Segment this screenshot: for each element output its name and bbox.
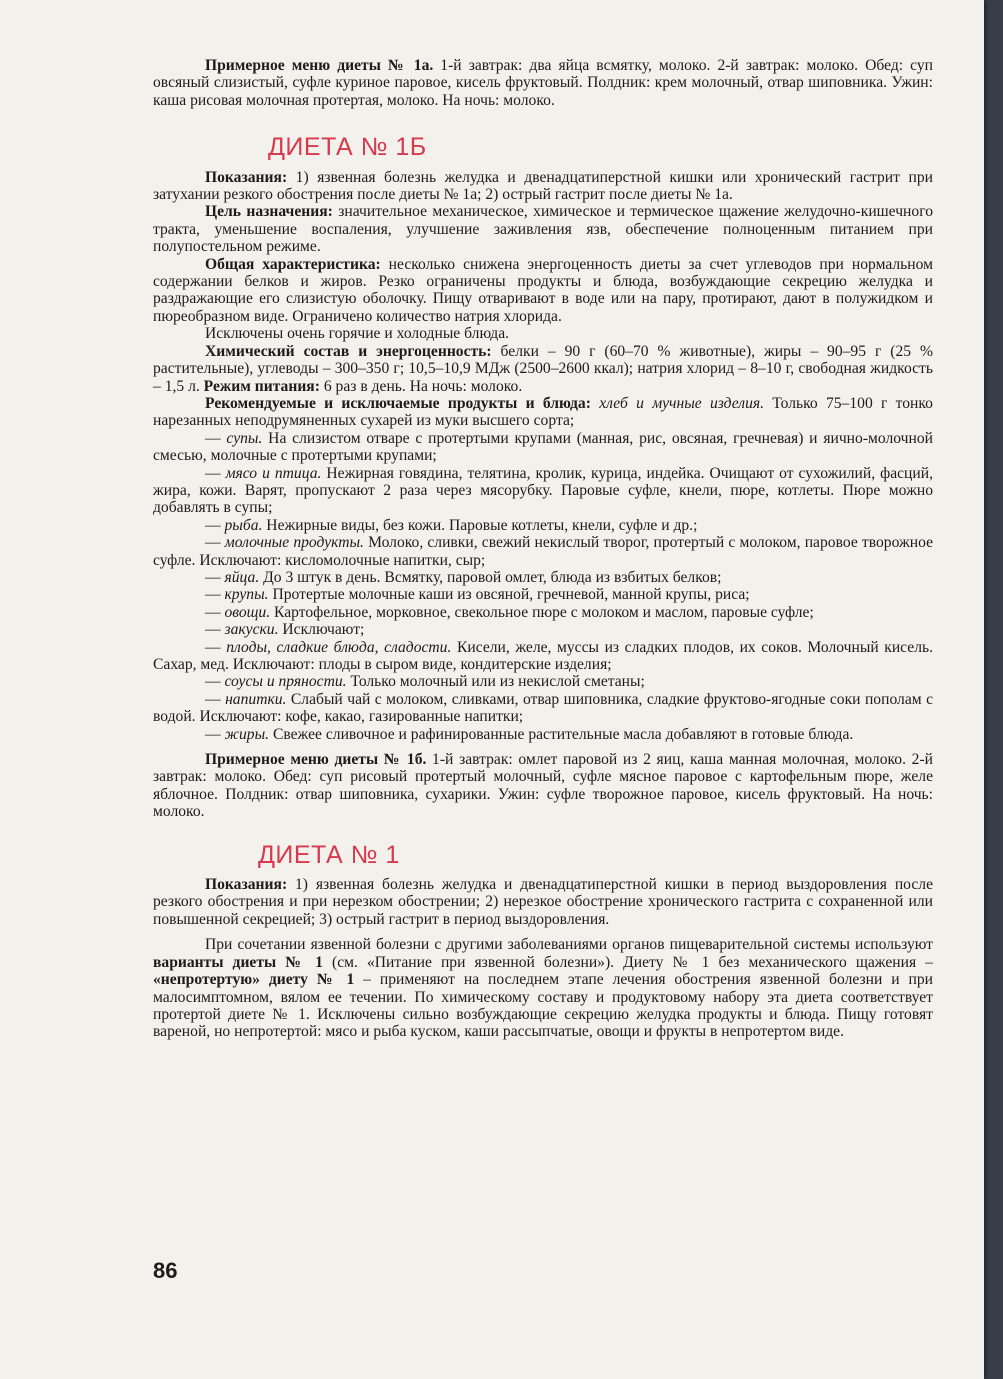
food-item-label: овощи. (224, 603, 271, 621)
food-item-text: Нежирная говядина, телятина, кролик, курица, индейка. Очищают от сухожилий, фасций, жира, кожи. Варят, пропускают 2 раза через мясорубку. Паровые суфле, кнели, пюре, котлеты. Пюре можно добавлять в супы; (153, 464, 933, 517)
food-item-label: молочные продукты. (224, 534, 364, 552)
food-item-text: Картофельное, морковное, свекольное пюре с молоком и маслом, паровые суфле; (270, 603, 814, 621)
regime-text: 6 раз в день. На ночь: молоко. (319, 377, 523, 395)
food-item-text: Свежее сливочное и рафинированные растительные масла добавляют в готовые блюда. (269, 725, 854, 743)
food-item: — напитки. Слабый чай с молоком, сливками, отвар шиповника, сладкие фруктово-ягодные соки пополам с водой. Исключают: кофе, какао, газированные напитки; (153, 690, 933, 726)
variants-text-b: (см. «Питание при язвенной болезни»). Диету № 1 без механического щажения – (322, 953, 933, 971)
bread-text: Только 75–100 г тонко нарезанных неподрумяненных сухарей из муки высшего сорта; (153, 394, 933, 430)
food-item: — рыба. Нежирные виды, без кожи. Паровые котлеты, кнели, суфле и др.; (205, 516, 698, 534)
foods-label: Рекомендуемые и исключаемые продукты и блюда: (205, 394, 591, 412)
purpose-label: Цель назначения: (205, 203, 333, 221)
food-item: — крупы. Протертые молочные каши из овсяной, гречневой, манной крупы, риса; (205, 586, 750, 604)
variants-bold-a: варианты диеты № 1 (153, 953, 323, 971)
food-item-text: Исключают; (278, 621, 365, 639)
food-item-label: супы. (226, 429, 263, 447)
food-item-label: мясо и птица. (225, 464, 322, 482)
diet-1b-foods (153, 395, 933, 430)
diet-1-variants (153, 936, 933, 1040)
diet-1b-purpose (153, 203, 933, 255)
indications-text: 1) язвенная болезнь желудка и двенадцатиперстной кишки в период выздоровления после резкого обострения и при нерезком обострении; 2) нерезкое обострение хронического гастрита с сохраненной или повышенной секрецией; 3) острый гастрит в период выздоровления. (153, 876, 933, 928)
food-item: — овощи. Картофельное, морковное, свекольное пюре с молоком и маслом, паровые суфле; (205, 603, 814, 621)
purpose-text: значительное механическое, химическое и термическое щажение желудочно-кишечного тракта, уменьшение воспаления, улучшение заживления язв, обеспечение полноценным питанием при полупостельном режиме. (153, 203, 933, 256)
variants-bold-b: «непротертую» диету № 1 (153, 971, 355, 989)
indications-text: 1) язвенная болезнь желудка и двенадцатиперстной кишки или хронический гастрит при затухании резкого обострения после диеты № 1а; 2) острый гастрит после диеты № 1а. (153, 168, 933, 204)
food-item-text: Протертые молочные каши из овсяной, гречневой, манной крупы, риса; (268, 586, 750, 604)
food-item: — жиры. Свежее сливочное и рафинированные растительные масла добавляют в готовые блюда. (205, 725, 854, 743)
regime-label: Режим питания: (203, 377, 320, 395)
diet-1b-general (153, 256, 933, 326)
menu-1a-label: Примерное меню диеты № 1а. (205, 57, 434, 74)
food-item: — яйца. До 3 штук в день. Всмятку, паровой омлет, блюда из взбитых белков; (205, 568, 722, 586)
food-item: — закуски. Исключают; (205, 621, 365, 639)
food-item-label: напитки. (225, 690, 287, 708)
food-item-label: жиры. (224, 725, 270, 743)
food-item-label: плоды, сладкие блюда, сладости. (226, 638, 452, 656)
diet-1-heading: ДИЕТА № 1 (258, 840, 400, 869)
food-item-text: На слизистом отваре с протертыми крупами (манная, рис, овсяная, гречневая) и яично-молочной смесью, молочные с протертыми крупами; (153, 429, 933, 465)
page-content (153, 57, 933, 1041)
general-label: Общая характеристика: (205, 255, 381, 273)
general-text: несколько снижена энергоценность диеты за счет углеводов при нормальном содержании белков и жиров. Резко ограничены продукты и блюда, возбуждающие секрецию желудка и раздражающие его слизистую оболочку. Пищу отваривают в воде или на пару, протирают, дают в полужидком и пюреобразном виде. Ограничено количество натрия хлорида. (153, 255, 933, 325)
food-item: — молочные продукты. Молоко, сливки, свежий некислый творог, протертый с молоком, паровое творожное суфле. Исключают: кисломолочные напитки, сыр; (153, 534, 934, 569)
variants-text-a: При сочетании язвенной болезни с другими заболеваниями органов пищеварительной системы используют (205, 936, 933, 954)
food-item-text: До 3 штук в день. Всмятку, паровой омлет, блюда из взбитых белков; (259, 568, 722, 586)
food-item: — мясо и птица. Нежирная говядина, телятина, кролик, курица, индейка. Очищают от сухожилий, фасций, жира, кожи. Варят, пропускают 2 раза через мясорубку. Паровые суфле, кнели, пюре, котлеты. Пюре можно добавлять в супы; (153, 464, 933, 517)
menu-1a-paragraph (153, 57, 933, 109)
diet-1b-indications (153, 169, 933, 204)
diet-1b-chem (153, 343, 933, 395)
food-item-label: закуски. (224, 621, 279, 639)
food-item-label: соусы и пряности. (224, 673, 347, 691)
chem-text: белки – 90 г (60–70 % животные), жиры – 90–95 г (25 % растительные), углеводы – 300–350 г; 10,5–10,9 МДж (2500–2600 ккал); натрия хлорид – 8–10 г, свободная жидкость – 1,5 л. (153, 342, 933, 395)
menu-1b-text: 1-й завтрак: омлет паровой из 2 яиц, каша манная молочная, молоко. 2-й завтрак: молоко. Обед: суп рисовый протертый молочный, суфле мясное паровое с картофельным пюре, желе яблочное. Полдник: отвар шиповника, сухарики. Ужин: суфле творожное паровое, кисель фруктовый. На ночь: молоко. (153, 751, 933, 821)
spacer (153, 743, 933, 751)
chem-label: Химический состав и энергоценность: (205, 342, 492, 360)
food-item-text: Слабый чай с молоком, сливками, отвар шиповника, сладкие фруктово-ягодные соки пополам с водой. Исключают: кофе, какао, газированные напитки; (153, 690, 933, 726)
spacer (153, 928, 933, 936)
bread-label: хлеб и мучные изделия. (599, 394, 765, 412)
page-number: 86 (153, 1258, 178, 1283)
indications-label: Показания: (205, 168, 288, 186)
food-item-text: Молоко, сливки, свежий некислый творог, протертый с молоком, паровое творожное суфле. Исключают: кисломолочные напитки, сыр; (153, 534, 934, 569)
menu-1b-paragraph (153, 751, 933, 821)
indications-label: Показания: (205, 876, 288, 894)
food-item-text: Нежирные виды, без кожи. Паровые котлеты, кнели, суфле и др.; (262, 516, 698, 534)
food-item-text: Только молочный или из некислой сметаны; (346, 673, 645, 691)
diet-1b-excluded: Исключены очень горячие и холодные блюда. (205, 325, 510, 343)
food-item-text: Кисели, желе, муссы из сладких плодов, их соков. Молочный кисель. Сахар, мед. Исключают: плоды в сыром виде, кондитерские изделия; (153, 638, 934, 673)
food-item: — плоды, сладкие блюда, сладости. Кисели, желе, муссы из сладких плодов, их соков. Молочный кисель. Сахар, мед. Исключают: плоды в сыром виде, кондитерские изделия; (153, 638, 934, 673)
food-item-label: рыба. (224, 516, 263, 534)
diet-1-indications (153, 876, 933, 928)
food-item-label: яйца. (224, 568, 260, 586)
menu-1a-text: 1-й завтрак: два яйца всмятку, молоко. 2-й завтрак: молоко. Обед: суп овсяный слизистый, суфле куриное паровое, кисель фруктовый. Полдник: крем молочный, отвар шиповника. Ужин: каша рисовая молочная протертая, молоко. На ночь: молоко. (153, 57, 933, 109)
food-item: — соусы и пряности. Только молочный или из некислой сметаны; (205, 673, 645, 691)
menu-1b-label: Примерное меню диеты № 1б. (205, 751, 427, 769)
food-item-label: крупы. (224, 586, 269, 604)
variants-text-c: – применяют на последнем этапе лечения обострения язвенной болезни и при малосимптомном, вялом ее течении. По химическому составу и продуктовому набору эта диета соответствует протертой диете № 1. Исключены сильно возбуждающие секрецию желудка продукты и блюда. Пищу готовят вареной, но непротертой: мясо и рыба куском, каши рассыпчатые, овощи и фрукты в непротертом виде. (153, 971, 933, 1041)
food-item: — супы. На слизистом отваре с протертыми крупами (манная, рис, овсяная, гречневая) и яично-молочной смесью, молочные с протертыми крупами; (153, 429, 933, 465)
diet-1b-heading: ДИЕТА № 1Б (268, 133, 427, 162)
